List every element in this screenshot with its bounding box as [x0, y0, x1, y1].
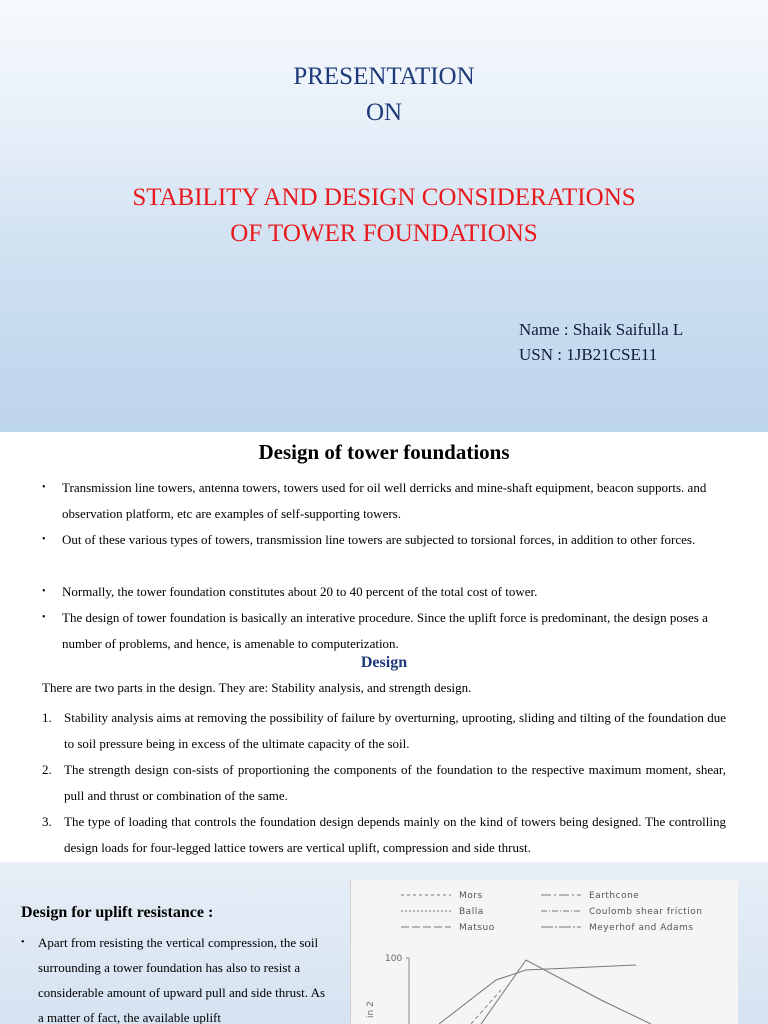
item-number: 3.	[42, 814, 52, 829]
item-text: The strength design con-sists of proportioning the components of the foundation to the respective maximum moment, shear, pull and thrust or combination of the same.	[64, 762, 726, 803]
numbered-item	[42, 809, 726, 861]
numbered-item	[42, 705, 726, 757]
uplift-slide	[0, 862, 768, 1024]
author-name: Name : Shaik Saifulla L	[519, 320, 684, 339]
item-text: Stability analysis aims at removing the possibility of failure by overturning, uprooting, sliding and tilting of the foundation due to soil pressure being in excess of the ultimate capacity of the soil.	[64, 710, 726, 751]
item-number: 2.	[42, 762, 52, 777]
item-text: The type of loading that controls the foundation design depends mainly on the kind of towers being designed. The controlling design loads for four-legged lattice towers are vertical uplift, compression and side thrust.	[64, 814, 726, 855]
uplift-bullet	[21, 930, 326, 1024]
design-slide	[0, 432, 768, 862]
presentation-on-label: ON	[365, 99, 403, 126]
bullet-icon: •	[42, 612, 46, 623]
bullet-text: Transmission line towers, antenna towers, towers used for oil well derricks and mine-shaft equipment, beacon supports. and observation platform, etc are examples of self-supporting towers.	[62, 480, 707, 521]
bullet-icon: •	[21, 937, 25, 948]
bullet-icon: •	[42, 482, 46, 493]
bullet-item	[42, 579, 732, 605]
curve-b	[481, 960, 651, 1024]
y-tick-label: 100	[385, 954, 403, 964]
figure-svg	[351, 880, 739, 1024]
bullet-text: The design of tower foundation is basically an interative procedure. Since the uplift force is predominant, the design poses a number of problems, and hence, is amenable to computerization.	[62, 610, 708, 651]
bullet-icon: •	[42, 586, 46, 597]
legend-label-balla: Balla	[459, 907, 484, 917]
legend-label-matsuo: Matsuo	[459, 923, 495, 933]
slide-title: Design of tower foundations	[258, 440, 510, 464]
uplift-comparison-figure	[350, 880, 738, 1024]
legend-label-mors: Mors	[459, 891, 483, 901]
title-slide	[0, 0, 768, 432]
legend-label-meyerhof: Meyerhof and Adams	[589, 923, 694, 933]
design-intro: There are two parts in the design. They are: Stability analysis, and strength design.	[42, 680, 472, 695]
presentation-title-line2: OF TOWER FOUNDATIONS	[230, 220, 538, 247]
numbered-item	[42, 757, 726, 809]
bullet-text: Normally, the tower foundation constitutes about 20 to 40 percent of the total cost of tower.	[62, 584, 538, 599]
curve-a	[439, 965, 636, 1024]
design-subheading: Design	[360, 654, 408, 671]
y-axis-label-fragment: in 2	[366, 1001, 376, 1018]
curve-c	[471, 990, 501, 1024]
presentation-label: PRESENTATION	[293, 63, 475, 90]
bullet-item	[42, 475, 732, 527]
bullet-text: Apart from resisting the vertical compression, the soil surrounding a tower foundation has also to resist a considerable amount of upward pull and side thrust. As a matter of fact, the available uplift	[38, 935, 326, 1024]
author-usn: USN : 1JB21CSE11	[519, 345, 658, 364]
legend-label-coulomb: Coulomb shear friction	[589, 907, 703, 917]
bullet-text: Out of these various types of towers, transmission line towers are subjected to torsional forces, in addition to other forces.	[62, 532, 696, 547]
bullet-item	[42, 605, 732, 657]
legend-label-earthcone: Earthcone	[589, 891, 640, 901]
presentation-title-line1: STABILITY AND DESIGN CONSIDERATIONS	[132, 184, 636, 211]
item-number: 1.	[42, 710, 52, 725]
bullet-item	[42, 527, 732, 553]
uplift-heading: Design for uplift resistance :	[21, 904, 214, 921]
bullet-icon: •	[42, 534, 46, 545]
